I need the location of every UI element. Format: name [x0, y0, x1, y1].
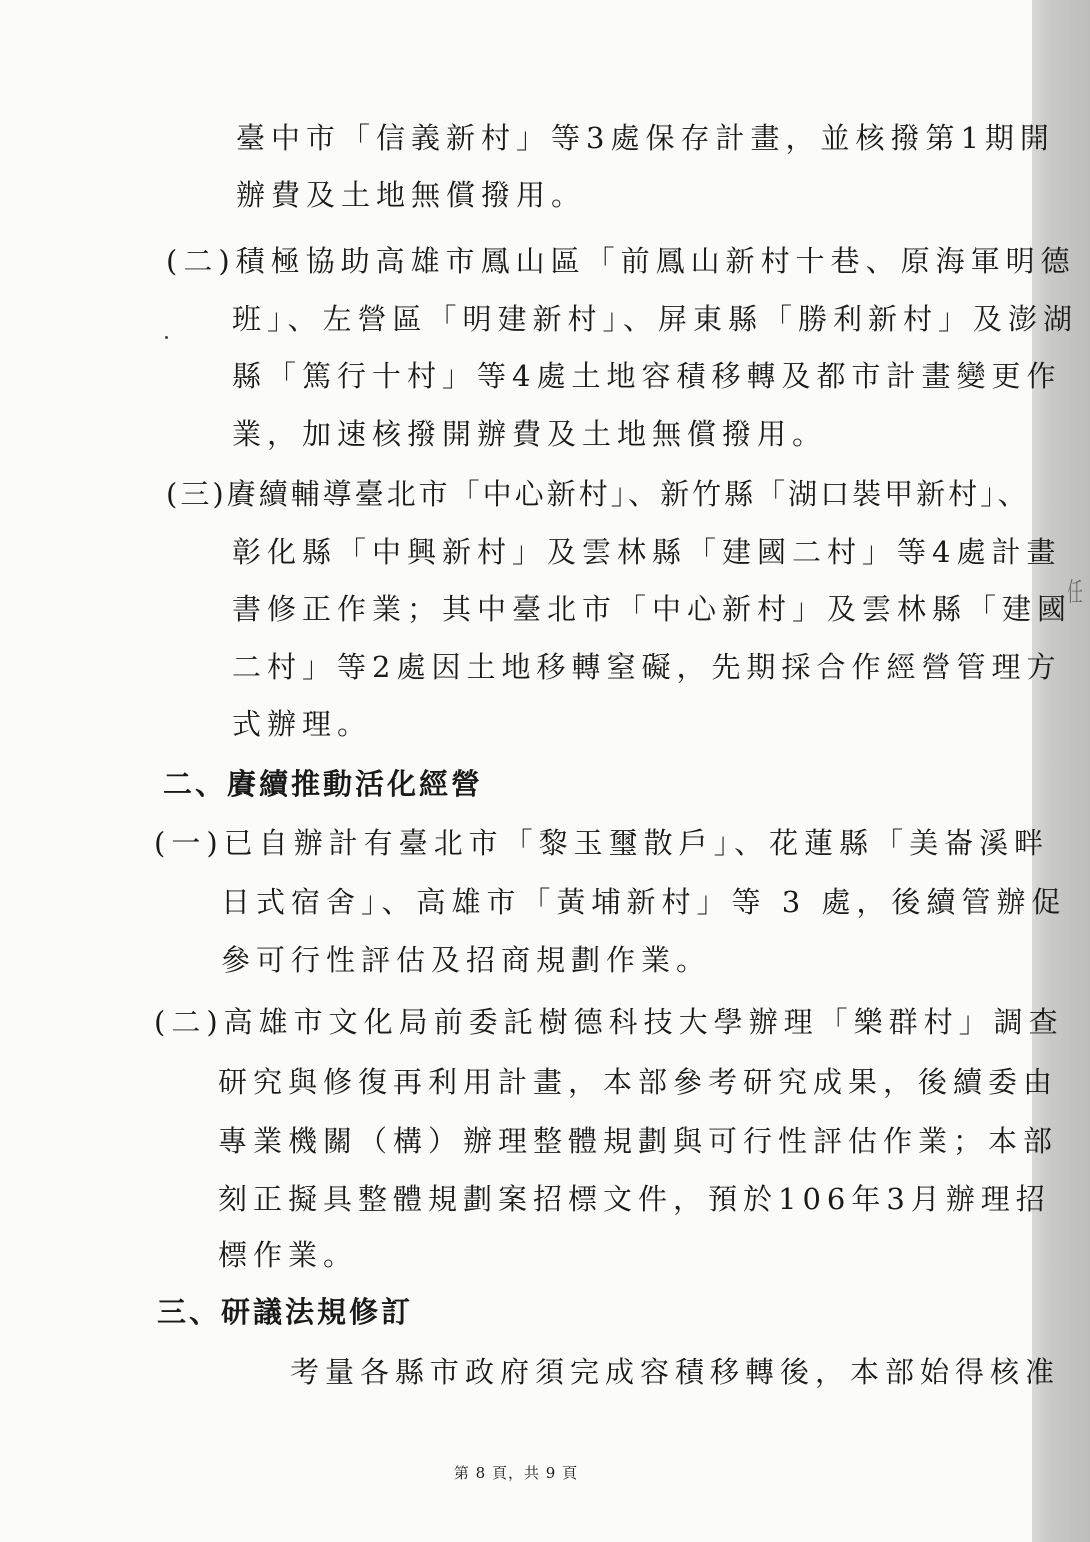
- page-footer: 第 8 頁，共 9 頁: [453, 1464, 579, 1482]
- body-line-19: 標作業。: [218, 1238, 359, 1272]
- body-line-9: 書修正作業；其中臺北市「中心新村」及雲林縣「建國: [232, 592, 1073, 626]
- body-line-20: 考量各縣市政府須完成容積移轉後，本部始得核准: [290, 1355, 1061, 1389]
- body-line-3: (二)積極協助高雄市鳳山區「前鳳山新村十巷、原海軍明德: [166, 244, 1076, 278]
- edge-bleed-text: 任: [1067, 578, 1083, 608]
- body-line-11: 式辦理。: [232, 707, 373, 741]
- body-line-17: 專業機關（構）辦理整體規劃與可行性評估作業；本部: [218, 1124, 1059, 1158]
- body-line-14: 參可行性評估及招商規劃作業。: [221, 943, 712, 977]
- section-heading-3: 三、研議法規修訂: [157, 1295, 414, 1329]
- body-line-7: (三)賡續輔導臺北市「中心新村」、新竹縣「湖口裝甲新村」、: [166, 477, 1030, 511]
- section-heading-2: 二、賡續推動活化經營: [163, 767, 484, 801]
- body-line-4: 班」、左營區「明建新村」、屏東縣「勝利新村」及澎湖: [232, 302, 1079, 336]
- scan-speck: [165, 336, 168, 339]
- body-line-6: 業，加速核撥開辦費及土地無償撥用。: [232, 417, 828, 451]
- body-line-2: 辦費及土地無償撥用。: [236, 178, 587, 212]
- body-line-15: (二)高雄市文化局前委託樹德科技大學辦理「樂群村」調查: [154, 1005, 1064, 1039]
- body-line-8: 彰化縣「中興新村」及雲林縣「建國二村」等4處計畫: [232, 535, 1062, 569]
- body-line-18: 刻正擬具整體規劃案招標文件，預於106年3月辦理招: [218, 1182, 1051, 1216]
- adjacent-page-edge: [1032, 0, 1090, 1542]
- body-line-1: 臺中市「信義新村」等3處保存計畫，並核撥第1期開: [236, 121, 1055, 155]
- body-line-13: 日式宿舍」、高雄市「黃埔新村」等 3 處，後續管辦促: [221, 885, 1067, 919]
- body-line-10: 二村」等2處因土地移轉窒礙，先期採合作經營管理方: [232, 650, 1062, 684]
- body-line-16: 研究與修復再利用計畫，本部參考研究成果，後續委由: [218, 1065, 1059, 1099]
- body-line-12: (一)已自辦計有臺北市「黎玉璽散戶」、花蓮縣「美崙溪畔: [154, 826, 1050, 860]
- body-line-5: 縣「篤行十村」等4處土地容積移轉及都市計畫變更作: [232, 359, 1062, 393]
